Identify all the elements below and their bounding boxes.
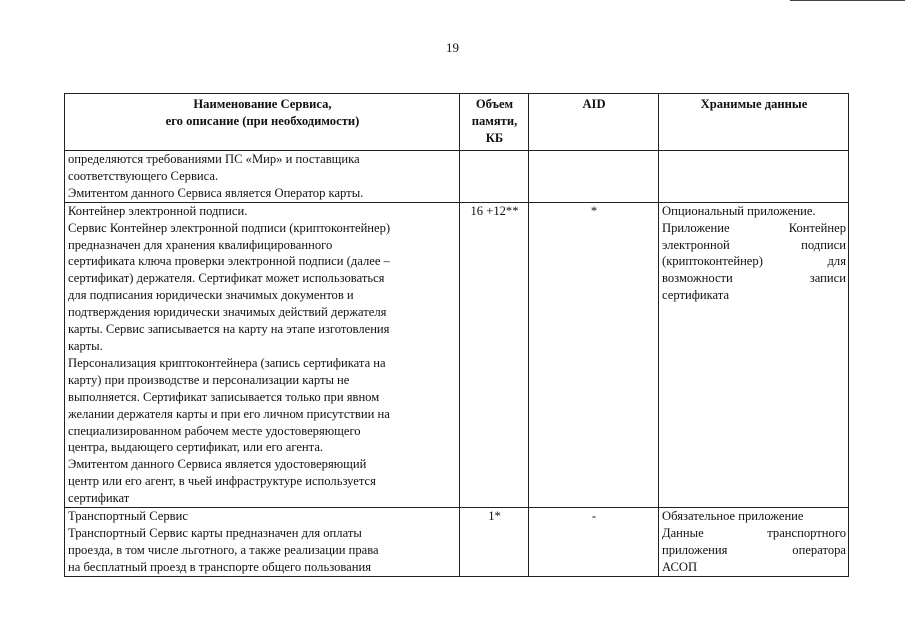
stored-data-line: возможности записи	[662, 271, 846, 286]
header-stored-data	[659, 94, 849, 151]
table-row	[65, 202, 849, 507]
service-description-cell	[65, 202, 460, 507]
stored-data-line: Опциональный приложение.	[662, 203, 816, 218]
description-line: Транспортный Сервис	[68, 509, 188, 524]
description-line: проезда, в том числе льготного, а также реализации права	[68, 542, 379, 557]
description-line: определяются требованиями ПС «Мир» и поставщика	[68, 152, 360, 166]
description-line: центр или его агент, в чьей инфраструктуре используется	[68, 474, 376, 489]
description-line: для подписания юридически значимых документов и	[68, 288, 354, 303]
stored-data-line: приложения оператора	[662, 542, 846, 557]
header-line: AID	[582, 97, 606, 111]
header-line: Хранимые данные	[700, 97, 808, 111]
table-row	[65, 151, 849, 203]
description-line: сертификат	[68, 491, 130, 506]
page-number: 19	[446, 40, 459, 55]
description-line: Персонализация криптоконтейнера (запись сертификата на	[68, 355, 386, 370]
stored-data-line: электронной подписи	[662, 237, 846, 252]
description-line: сертификат) держателя. Сертификат может использоваться	[68, 271, 385, 286]
header-service-name	[65, 94, 460, 151]
description-line: Контейнер электронной подписи.	[68, 203, 248, 218]
description-line: карты. Сервис записывается на карту на этапе изготовления	[68, 322, 390, 337]
description-line: предназначен для хранения квалифицированного	[68, 237, 333, 252]
header-line: КБ	[485, 131, 504, 145]
description-line: Эмитентом данного Сервиса является удостоверяющий	[68, 457, 367, 472]
stored-data-cell	[659, 151, 849, 203]
stored-data-line: сертификата	[662, 288, 730, 303]
stored-data-line: Обязательное приложение	[662, 509, 804, 524]
stored-data-cell	[659, 508, 849, 577]
aid-cell	[529, 151, 659, 203]
aid-cell: -	[529, 508, 659, 577]
header-aid	[529, 94, 659, 151]
memory-cell: 16 +12**	[460, 202, 529, 507]
table-body	[65, 151, 849, 577]
description-line: карту) при производстве и персонализации карты не	[68, 372, 350, 387]
description-line: Сервис Контейнер электронной подписи (криптоконтейнер)	[68, 220, 391, 235]
service-description-cell	[65, 151, 460, 203]
stored-data-line: Данные транспортного	[662, 525, 846, 540]
stored-data-line: (криптоконтейнер) для	[662, 254, 846, 269]
description-line: сертификата ключа проверки электронной подписи (далее –	[68, 254, 390, 269]
stored-data-line: АСОП	[662, 559, 698, 574]
memory-cell	[460, 151, 529, 203]
header-memory	[460, 94, 529, 151]
description-line: Эмитентом данного Сервиса является Оператор карты.	[68, 185, 364, 200]
description-line: подтверждения юридически значимых действий держателя	[68, 305, 387, 320]
header-line: его описание (при необходимости)	[165, 114, 360, 128]
service-description-cell	[65, 508, 460, 577]
table-header-row	[65, 94, 849, 151]
table-row	[65, 508, 849, 577]
description-line: соответствующего Сервиса.	[68, 168, 219, 183]
header-line: памяти,	[471, 114, 518, 128]
description-line: Транспортный Сервис карты предназначен для оплаты	[68, 525, 362, 540]
description-line: выполняется. Сертификат записывается только при явном	[68, 389, 380, 404]
description-line: специализированном рабочем месте удостоверяющего	[68, 423, 361, 438]
corner-rule	[790, 0, 905, 1]
description-line: на бесплатный проезд в транспорте общего пользования	[68, 559, 372, 574]
stored-data-line: Приложение Контейнер	[662, 220, 846, 235]
services-table	[64, 93, 849, 577]
description-line: желании держателя карты и при его личном присутствии на	[68, 406, 390, 421]
header-line: Объем	[475, 97, 514, 111]
stored-data-cell	[659, 202, 849, 507]
aid-cell: *	[529, 202, 659, 507]
description-line: центра, выдающего сертификат, или его агента.	[68, 440, 324, 455]
memory-cell: 1*	[460, 508, 529, 577]
description-line: карты.	[68, 338, 103, 353]
header-line: Наименование Сервиса,	[193, 97, 332, 111]
